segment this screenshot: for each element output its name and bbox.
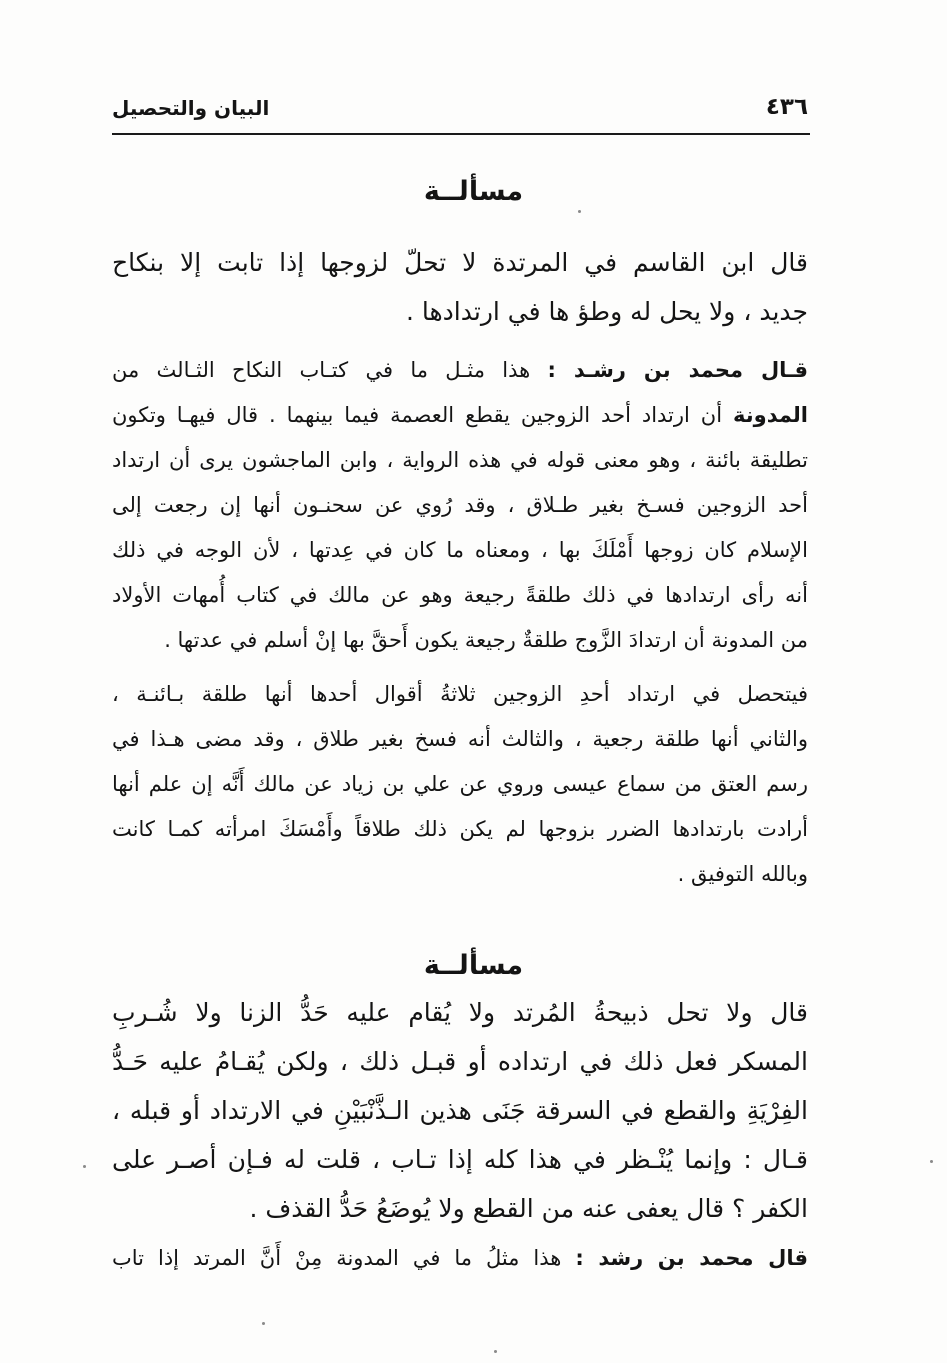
text-line: تطليقة بائنة ، وهو معنى قوله في هذه الرواية ، وابن الماجشون يرى أن ارتداد	[112, 448, 808, 472]
line-text: هذا مثلُ ما في المدونة مِنْ أَنَّ المرتد إذا تاب	[112, 1246, 562, 1270]
text-line: من المدونة أن ارتدادَ الزَّوج طلقةٌ رجيعة يكون أَحقَّ بها إنْ أسلم في عدتها .	[164, 628, 808, 652]
text-line: فيتحصل في ارتداد أحدِ الزوجين ثلاثةُ أقوال أحدها أنها طلقة بـائنـة ،	[112, 682, 808, 706]
text-line: وبالله التوفيق .	[677, 862, 808, 886]
followup-paragraph	[112, 672, 808, 897]
line-text: أن ارتداد أحد الزوجين يقطع العصمة فيما بينهما . قال فيهـا وتكون	[112, 403, 723, 427]
scan-speck	[930, 1160, 933, 1163]
scan-speck	[578, 210, 581, 213]
text-line: رسم العتق من سماع عيسى وروي عن علي بن زياد عن مالك أَنَّه إن علم أنها	[112, 772, 808, 796]
text-line	[112, 393, 808, 438]
scan-speck	[262, 1322, 265, 1325]
scan-speck	[83, 1165, 86, 1168]
text-line: أحد الزوجين فسـخ بغير طـلاق ، وقد رُوي عن سحنـون أنها إن رجعت إلى	[112, 493, 808, 517]
text-line: قـال : وإنما يُنْـظر في هذا كله إذا تـاب ، قلت له فـإن أصـر على	[112, 1145, 808, 1174]
commentary-speaker: قال محمد بن رشد :	[575, 1246, 809, 1270]
text-line: أنه رأى ارتدادها في ذلك طلقةً رجيعة وهو عن مالك في كتاب أُمهات الأولاد	[112, 583, 808, 607]
text-line: جديد ، ولا يحل له وطؤ ها في ارتدادها .	[405, 297, 808, 326]
page-number: ٤٣٦	[765, 94, 808, 120]
text-line: المسكر فعل ذلك في ارتداده أو قبـل ذلك ، ولكن يُقـامُ عليه حَـدُّ	[112, 1047, 808, 1076]
section-heading: مسألــة	[423, 950, 524, 981]
text-line: قال ابن القاسم في المرتدة لا تحلّ لزوجها إذا تابت إلا بنكاح	[112, 248, 808, 277]
text-line: قال ولا تحل ذبيحةُ المُرتد ولا يُقام عليه حَدُّ الزنا ولا شُـربِ	[112, 998, 808, 1027]
commentary-paragraph	[112, 348, 808, 663]
running-header	[112, 94, 808, 128]
commentary-speaker: قـال محمد بن رشـد :	[547, 358, 808, 382]
question-paragraph	[112, 988, 808, 1233]
section-heading: مسألــة	[423, 176, 524, 207]
commentary-paragraph	[112, 1236, 808, 1281]
line-text: هذا مثـل ما في كتـاب النكاح الثـالث من	[112, 358, 531, 382]
text-line: الفِرْيَةِ والقطع في السرقة جَنَى هذين الـذَّنْبَيْنِ في الارتداد أو قبله ،	[112, 1096, 808, 1125]
scan-speck	[494, 1350, 497, 1353]
text-line: الإسلام كان زوجها أَمْلَكَ بها ، ومعناه ما كان في عِدتها ، لأن الوجه في ذلك	[112, 538, 808, 562]
question-paragraph	[112, 238, 808, 336]
text-line	[112, 1236, 808, 1281]
source-title: المدونة	[733, 403, 808, 427]
text-line	[112, 348, 808, 393]
book-title: البيان والتحصيل	[112, 96, 270, 120]
text-line: الكفر ؟ قال يعفى عنه من القطع ولا يُوضَعُ حَدُّ القذف .	[249, 1194, 808, 1223]
text-line: والثاني أنها طلقة رجعية ، والثالث أنه فسخ بغير طلاق ، وقد مضى هـذا في	[112, 727, 808, 751]
text-line: أرادت بارتدادها الضرر بزوجها لم يكن ذلك طلاقاً وأَمْسَكَ امرأته كمـا كانت	[112, 817, 808, 841]
header-rule	[112, 133, 810, 135]
